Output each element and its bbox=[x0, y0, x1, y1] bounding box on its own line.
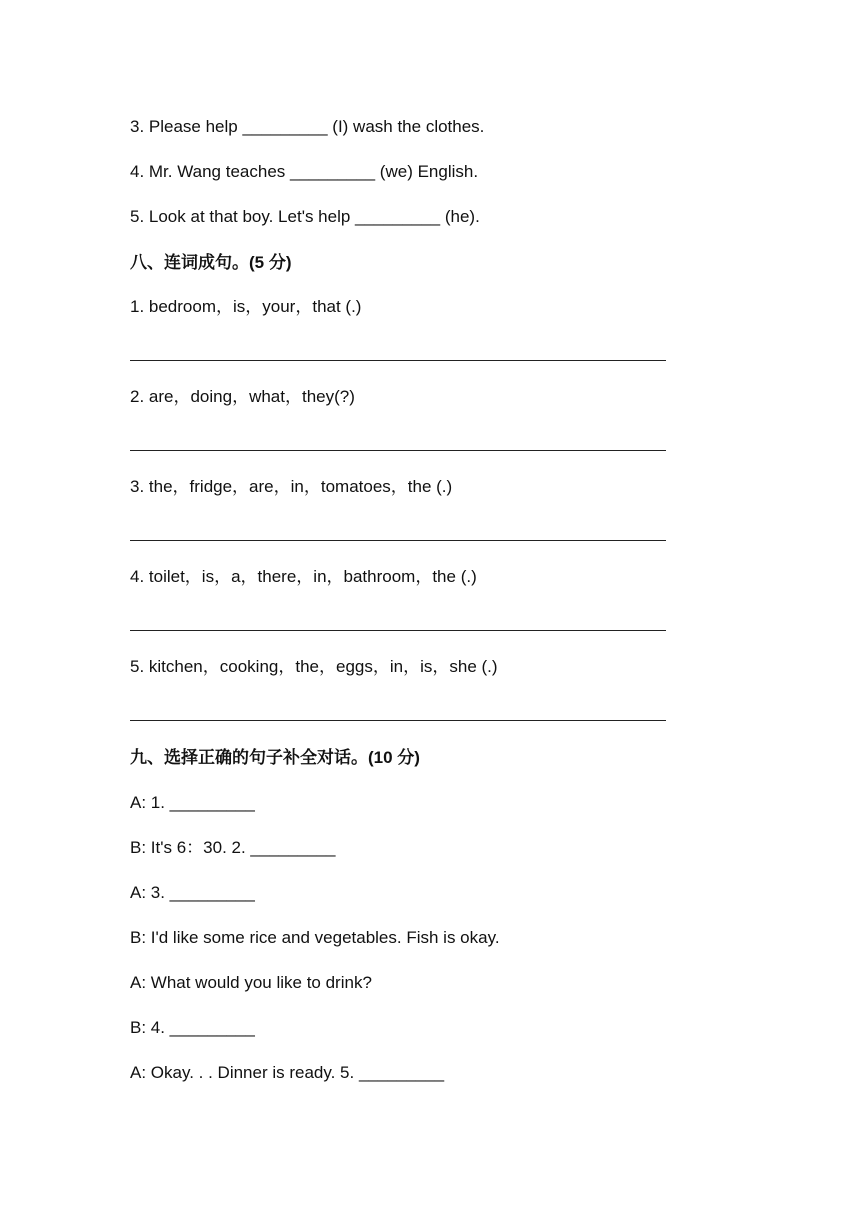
reorder-item-3: 3. the，fridge，are，in，tomatoes，the (.) bbox=[130, 477, 453, 496]
section-8-heading: 八、连词成句。(5 分) bbox=[130, 253, 292, 272]
section-9-heading: 九、选择正确的句子补全对话。(10 分) bbox=[130, 748, 420, 767]
answer-line-2 bbox=[130, 450, 666, 451]
dialogue-line-3: A: 3. _________ bbox=[130, 883, 255, 902]
fill-in-item-5: 5. Look at that boy. Let's help _________ (he). bbox=[130, 207, 480, 226]
dialogue-line-2: B: It's 6：30. 2. _________ bbox=[130, 838, 336, 857]
answer-line-1 bbox=[130, 360, 666, 361]
dialogue-line-7: A: Okay. . . Dinner is ready. 5. _________ bbox=[130, 1063, 445, 1082]
dialogue-line-4: B: I'd like some rice and vegetables. Fish is okay. bbox=[130, 928, 500, 947]
reorder-item-2: 2. are，doing，what，they(?) bbox=[130, 387, 355, 406]
answer-line-5 bbox=[130, 720, 666, 721]
fill-in-item-3: 3. Please help _________ (I) wash the clothes. bbox=[130, 117, 485, 136]
dialogue-line-5: A: What would you like to drink? bbox=[130, 973, 372, 992]
reorder-item-5: 5. kitchen，cooking，the，eggs，in，is，she (.) bbox=[130, 657, 498, 676]
reorder-item-4: 4. toilet，is，a，there，in，bathroom，the (.) bbox=[130, 567, 477, 586]
reorder-item-1: 1. bedroom，is，your，that (.) bbox=[130, 297, 362, 316]
dialogue-line-1: A: 1. _________ bbox=[130, 793, 255, 812]
answer-line-4 bbox=[130, 630, 666, 631]
fill-in-item-4: 4. Mr. Wang teaches _________ (we) English. bbox=[130, 162, 479, 181]
dialogue-line-6: B: 4. _________ bbox=[130, 1018, 255, 1037]
answer-line-3 bbox=[130, 540, 666, 541]
